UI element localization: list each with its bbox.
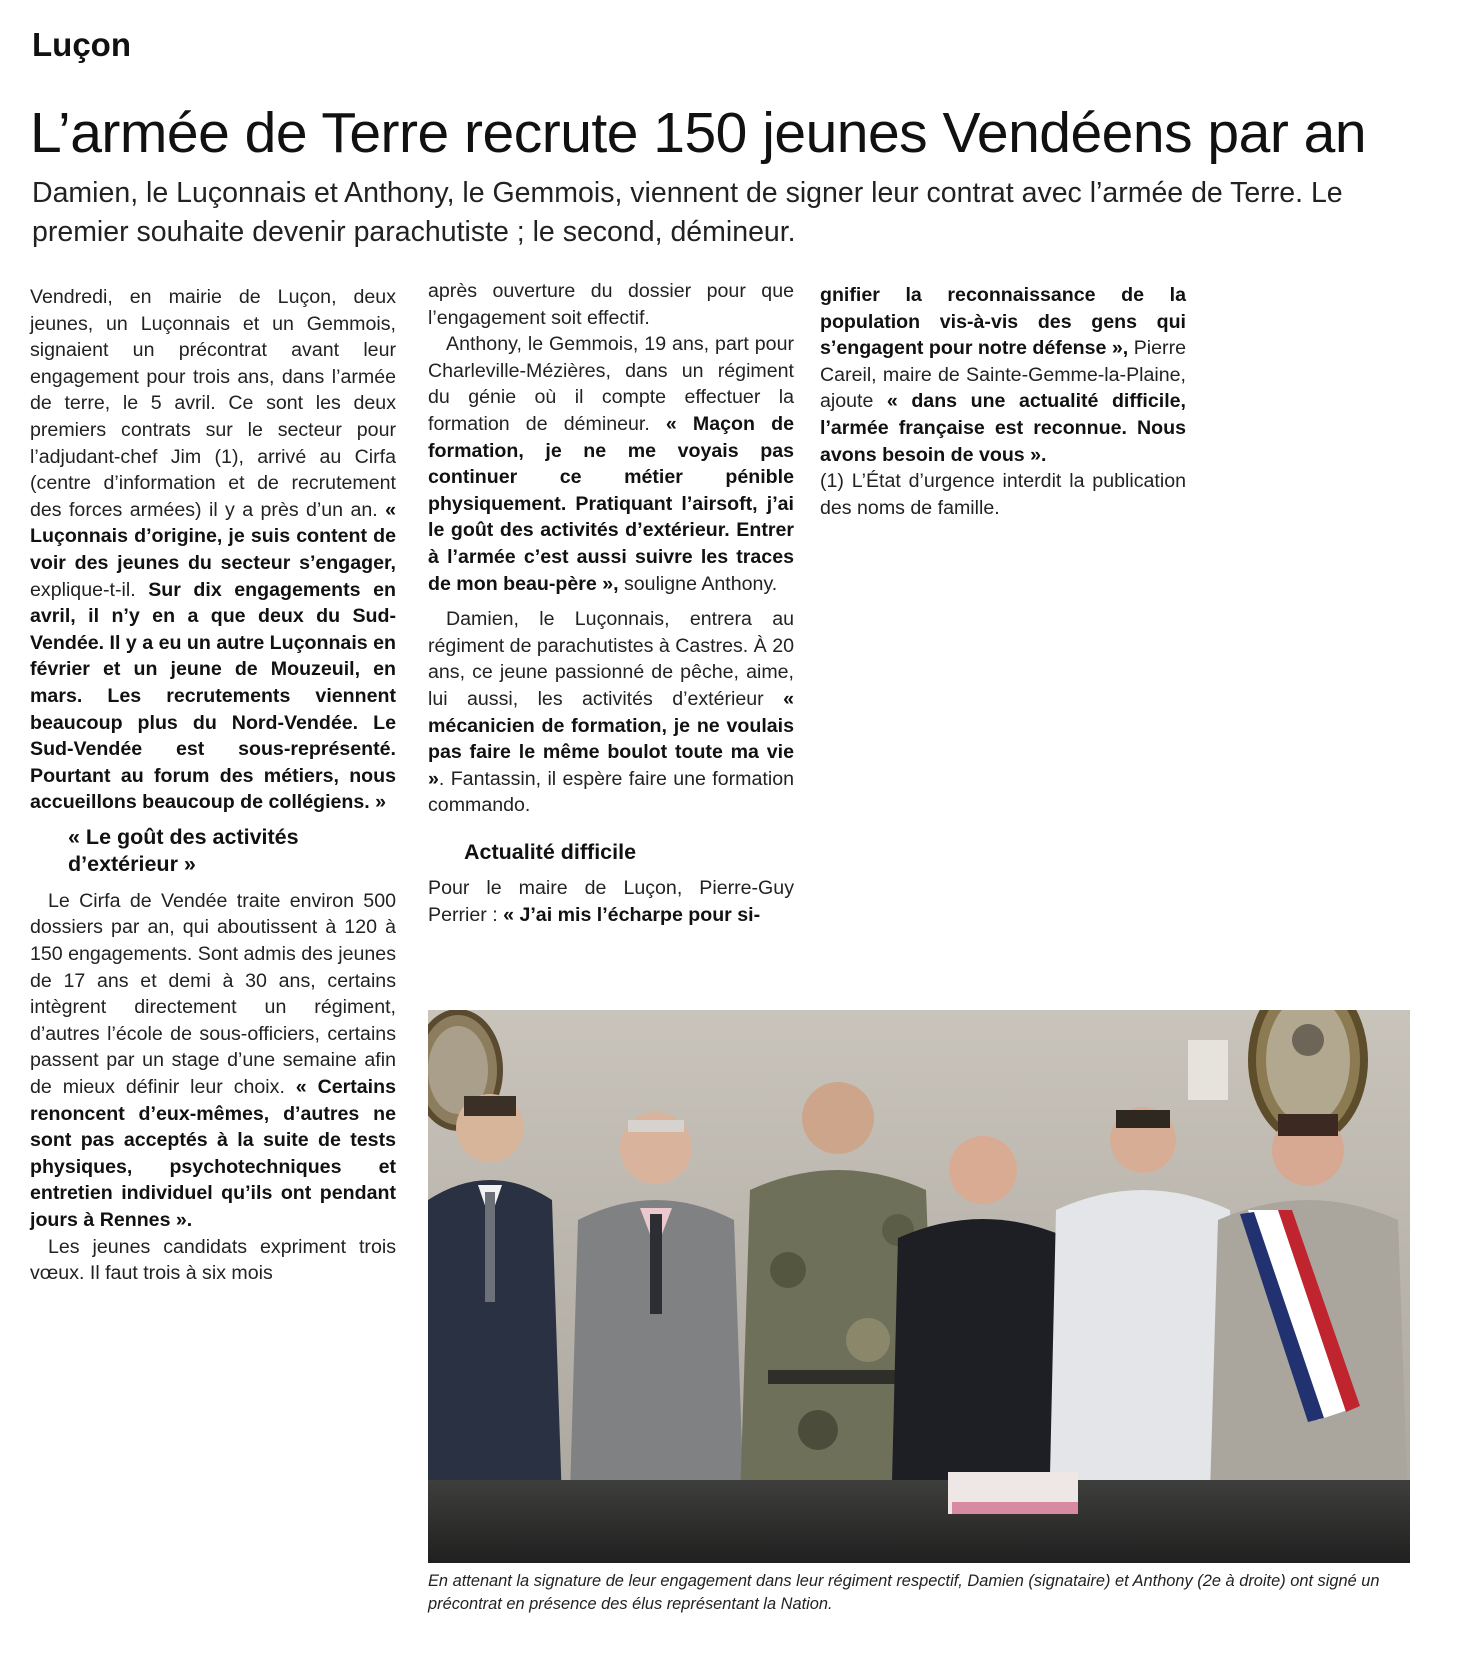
article-column-3 (820, 282, 1186, 521)
subheading: Actualité difficile (464, 839, 637, 864)
footnote: (1) L’État d’urgence interdit la publication des noms de famille. (820, 470, 1186, 519)
quote: « J’ai mis l’écharpe pour si- (503, 904, 761, 927)
quote: « dans une actualité difficile, l’armée française est reconnue. Nous avons besoin de vous ». (820, 390, 1186, 466)
quote: gnifier la reconnaissance de la population vis-à-vis des gens qui s’engagent pour notre défense », (820, 284, 1186, 360)
paragraph: après ouverture du dossier pour que l’engagement soit effectif. (428, 280, 794, 329)
article-column-1 (30, 284, 396, 1287)
quote: « Maçon de formation, je ne me voyais pas continuer ce métier pénible physiquement. Pratiquant l’airsoft, j’ai le goût des activités d’extérieur. Entrer à l’armée c’est aussi suivre les traces de mon beau-père », (428, 412, 794, 595)
paragraph (428, 875, 794, 928)
paragraph (820, 282, 1186, 468)
paragraph: Les jeunes candidats expriment trois vœux. Il faut trois à six mois (30, 1235, 396, 1285)
text-run: Pierre Careil, maire de Sainte-Gemme-la-Plaine, ajoute (820, 337, 1186, 413)
paragraph (30, 888, 396, 1234)
text-run: Anthony, le Gemmois, 19 ans, part pour Charleville-Mézières, dans un régiment du génie où il compte effectuer la formation de démineur. (428, 333, 794, 435)
text-run: souligne Anthony. (618, 572, 778, 595)
quote: « Certains renoncent d’eux-mêmes, d’autres ne sont pas acceptés à la suite de tests physiques, psychotechniques et entretien individuel qu’ils ont pendant jours à Rennes ». (30, 1076, 396, 1231)
quote: « mécanicien de formation, je ne voulais pas faire le même boulot toute ma vie » (428, 687, 794, 790)
headline: L’armée de Terre recrute 150 jeunes Vendéens par an (30, 101, 1367, 165)
article-column-2 (428, 278, 794, 929)
photo-caption: En attenant la signature de leur engagement dans leur régiment respectif, Damien (signataire) et Anthony (2e à droite) ont signé un précontrat en présence des élus représentant la Nation. (428, 1572, 1380, 1613)
text-run: explique-t-il. (30, 578, 149, 601)
standfirst: Damien, le Luçonnais et Anthony, le Gemmois, viennent de signer leur contrat avec l’armée de Terre. Le premier souhaite devenir parachutiste ; le second, démineur. (32, 177, 1343, 248)
paragraph (30, 284, 396, 816)
section-label: Luçon (32, 26, 131, 63)
quote: « Luçonnais d’origine, je suis content de voir des jeunes du secteur s’engager, (30, 498, 396, 574)
paragraph (428, 606, 794, 819)
text-run: . Fantassin, il espère faire une formation commando. (428, 767, 794, 817)
text-run: Damien, le Luçonnais, entrera au régiment de parachutistes à Castres. À 20 ans, ce jeune passionné de pêche, aime, lui aussi, les activités d’extérieur (428, 608, 794, 710)
text-run: Pour le maire de Luçon, Pierre-Guy Perrier : (428, 877, 794, 927)
group-photo (428, 1010, 1410, 1563)
quote: Sur dix engagements en avril, il n’y en a que deux du Sud-Vendée. Il y a eu un autre Luçonnais en février et un jeune de Mouzeuil, en mars. Les recrutements viennent beaucoup plus du Nord-Vendée. Le Sud-Vendée est sous-représenté. Pourtant au forum des métiers, nous accueillons beaucoup de collégiens. » (30, 578, 396, 814)
text-run: Vendredi, en mairie de Luçon, deux jeunes, un Luçonnais et un Gemmois, signaient un précontrat avant leur engagement pour trois ans, dans l’armée de terre, le 5 avril. Ce sont les deux premiers contrats sur le secteur pour l’adjudant-chef Jim (1), arrivé au Cirfa (centre d’information et de recrutement des forces armées) il y a près d’un an. (30, 286, 396, 521)
text-run: Le Cirfa de Vendée traite environ 500 dossiers par an, qui aboutissent à 120 à 150 engagements. Sont admis des jeunes de 17 ans et demi à 30 ans, certains intègrent directement un régiment, d’autres l’école de sous-officiers, certains passent par un stage d’une semaine afin de mieux définir leur choix. (30, 889, 396, 1099)
paragraph (428, 331, 794, 597)
intertitle: « Le goût des activités d’extérieur » (68, 824, 299, 876)
